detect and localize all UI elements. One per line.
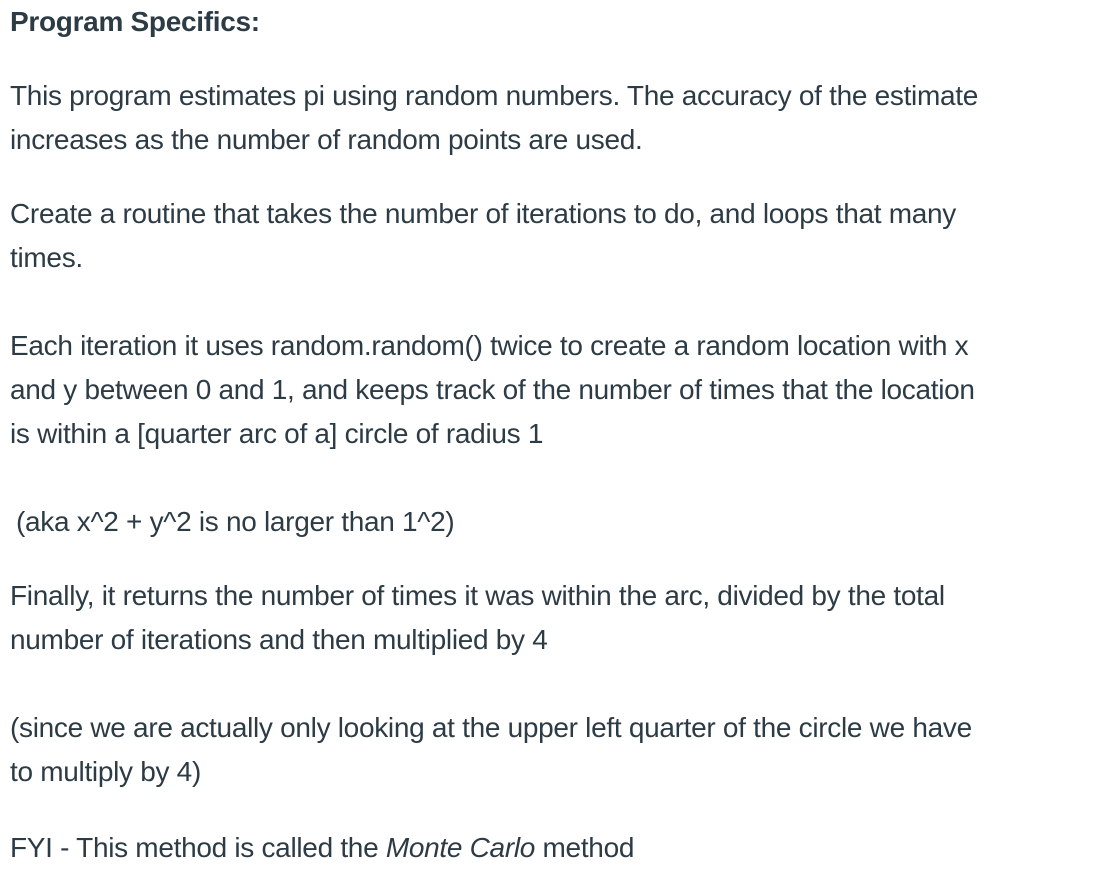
paragraph-line: This program estimates pi using random numbers. The accuracy of the estimate xyxy=(10,80,979,111)
paragraph-line: and y between 0 and 1, and keeps track of the number of times that the location xyxy=(10,374,975,405)
monte-carlo-emphasis: Monte Carlo xyxy=(385,832,536,863)
paragraph-routine xyxy=(10,192,1110,280)
paragraph-fyi xyxy=(10,826,1110,870)
paragraph-formula-note xyxy=(16,500,1116,544)
paragraph-iteration xyxy=(10,324,1110,456)
paragraph-intro xyxy=(10,74,1110,162)
paragraph-line: is within a [quarter arc of a] circle of radius 1 xyxy=(10,418,544,449)
paragraph-line: to multiply by 4) xyxy=(10,756,201,787)
fyi-prefix: FYI - This method is called the xyxy=(10,832,386,863)
paragraph-line: times. xyxy=(10,242,83,273)
paragraph-line: (since we are actually only looking at the upper left quarter of the circle we have xyxy=(10,712,972,743)
paragraph-line: increases as the number of random points are used. xyxy=(10,124,643,155)
paragraph-line: Create a routine that takes the number of iterations to do, and loops that many xyxy=(10,198,956,229)
paragraph-line: (aka x^2 + y^2 is no larger than 1^2) xyxy=(16,506,455,537)
paragraph-line: Each iteration it uses random.random() twice to create a random location with x xyxy=(10,330,969,361)
paragraph-quarter-note xyxy=(10,706,1110,794)
fyi-suffix: method xyxy=(535,832,635,863)
paragraph-return xyxy=(10,574,1110,662)
paragraph-line: number of iterations and then multiplied by 4 xyxy=(10,624,548,655)
paragraph-line: Finally, it returns the number of times it was within the arc, divided by the total xyxy=(10,580,945,611)
page-heading: Program Specifics: xyxy=(10,6,260,37)
